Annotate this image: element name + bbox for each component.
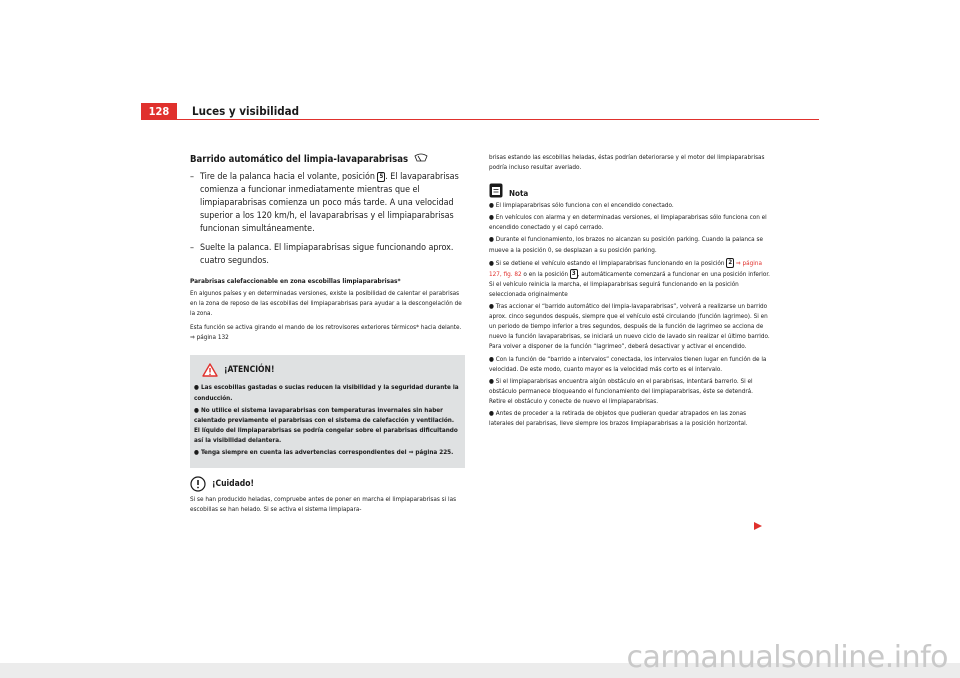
section-heading: Barrido automático del limpia-lavaparabrisas bbox=[190, 153, 465, 166]
paragraph-heated-windscreen: En algunos países y en determinadas versiones, existe la posibilidad de calentar el parabrisas en la zona de reposo de las escobillas del limpiaparabrisas para ayudar a la descongelación de la zona. bbox=[190, 290, 462, 318]
note-title: Nota bbox=[509, 189, 529, 199]
step-1: – Tire de la palanca hacia el volante, posición 5 . El lavaparabrisas comienza a funcionar inmediatamente mientras que el limpiaparabrisas comienza un poco más tarde. A una velocidad superior a los 120 km/h, el lavaparabrisas y el limpiaparabrisas funcionan simultáneamente. bbox=[190, 172, 459, 234]
warning-triangle-icon bbox=[202, 363, 218, 377]
warning-item: ● Tenga siempre en cuenta las advertencias correspondientes del ⇒ página 225. bbox=[194, 449, 454, 457]
paragraph-activation: Esta función se activa girando el mando de los retrovisores exteriores térmicos* hacia delante. ⇒ página 132 bbox=[190, 324, 462, 342]
note-icon bbox=[489, 183, 503, 198]
warning-title: ¡ATENCIÓN! bbox=[224, 365, 275, 376]
note-item: ● En vehículos con alarma y en determinadas versiones, el limpiaparabrisas sólo funciona con el encendido conectado y el capó cerrado. bbox=[489, 214, 767, 232]
page-number: 128 bbox=[141, 103, 177, 120]
subheading-heated-windscreen: Parabrisas calefaccionable en zona escobillas limpiaparabrisas* bbox=[190, 277, 401, 285]
header-rule bbox=[141, 119, 819, 120]
warning-header bbox=[202, 363, 461, 377]
watermark: carmanualsonline.info bbox=[626, 640, 948, 675]
warning-item: ● No utilice el sistema lavaparabrisas con temperaturas invernales sin haber calentado previamente el parabrisas con el sistema de calefacción y ventilación. El líquido del limpiaparabrisas se podría congelar sobre el parabrisas dificultando así la visibilidad delantera. bbox=[194, 406, 458, 444]
next-page-arrow-icon bbox=[753, 521, 763, 531]
note-header bbox=[489, 183, 770, 198]
note-item: ● Con la función de “barrido a intervalos” conectada, los intervalos tienen lugar en función de la velocidad. De este modo, cuanto mayor es la velocidad más corto es el intervalo. bbox=[489, 355, 767, 373]
left-column bbox=[190, 153, 465, 519]
position-key-2: 2 bbox=[728, 258, 733, 266]
caution-continuation: brisas estando las escobillas heladas, éstas podrían deteriorarse y el motor del limpiaparabrisas podría incluso resultar averiado. bbox=[489, 154, 765, 172]
note-item: ● Si el limpiaparabrisas encuentra algún obstáculo en el parabrisas, intentará barrerlo. Si el obstáculo permanece bloqueando el funcionamiento del limpiaparabrisas, éste se detendrá. Retire el obstáculo y conecte de nuevo el limpiaparabrisas. bbox=[489, 377, 753, 405]
caution-icon bbox=[190, 476, 206, 492]
position-key-5: 5 bbox=[379, 172, 384, 180]
right-column bbox=[489, 153, 770, 431]
note-item: ● Si se detiene el vehículo estando el limpiaparabrisas funcionando en la posición 2 ⇒ página 127, fig. 82 o en la posición 3 , automáticamente comenzará a funcionar en una posición inferior. Si el vehículo reinicia la marcha, el limpiaparabrisas seguirá funcionando en la posición seleccionada originalmente bbox=[489, 258, 770, 298]
note-item: ● Antes de proceder a la retirada de objetos que pudieran quedar atrapados en las zonas laterales del parabrisas, lleve siempre los brazos limpiaparabrisas a la posición horizontal. bbox=[489, 409, 748, 428]
caution-title: ¡Cuidado! bbox=[212, 479, 255, 490]
page-reference-link[interactable]: ⇒ página 127, fig. 82 bbox=[489, 259, 762, 278]
note-item: ● Tras accionar el “barrido automático del limpia-lavaparabrisas”, volverá a realizarse un barrido aprox. cinco segundos después, siempre que el vehículo esté circulando (función lagrimeo). Si en un periodo de tiempo inferior a tres segundos, después de la función de lagrimeo se acciona de nuevo la función lavaparabrisas, se iniciará un nuevo ciclo de lavado sin realizar el último barrido. Para volver a disponer de la función “lagrimeo”, deberá desactivar y activar el encendido. bbox=[489, 303, 770, 351]
page-title: Luces y visibilidad bbox=[192, 104, 300, 118]
step-2: – Suelte la palanca. El limpiaparabrisas sigue funcionando aprox. cuatro segundos. bbox=[190, 243, 454, 266]
wiper-spray-icon bbox=[414, 153, 428, 163]
position-key-3: 3 bbox=[571, 269, 576, 277]
note-item: ● Durante el funcionamiento, los brazos no alcanzan su posición parking. Cuando la palanca se mueve a la posición 0, se desplazan a su posición parking. bbox=[489, 236, 763, 254]
warning-box bbox=[190, 355, 465, 468]
caution-header bbox=[190, 476, 465, 492]
note-item: ● El limpiaparabrisas sólo funciona con el encendido conectado. bbox=[489, 202, 674, 210]
warning-item: ● Las escobillas gastadas o sucias reducen la visibilidad y la seguridad durante la conducción. bbox=[194, 384, 459, 402]
caution-text: Si se han producido heladas, compruebe antes de poner en marcha el limpiaparabrisas si las escobillas se han helado. Si se activa el sistema limpiapara- bbox=[190, 496, 457, 514]
